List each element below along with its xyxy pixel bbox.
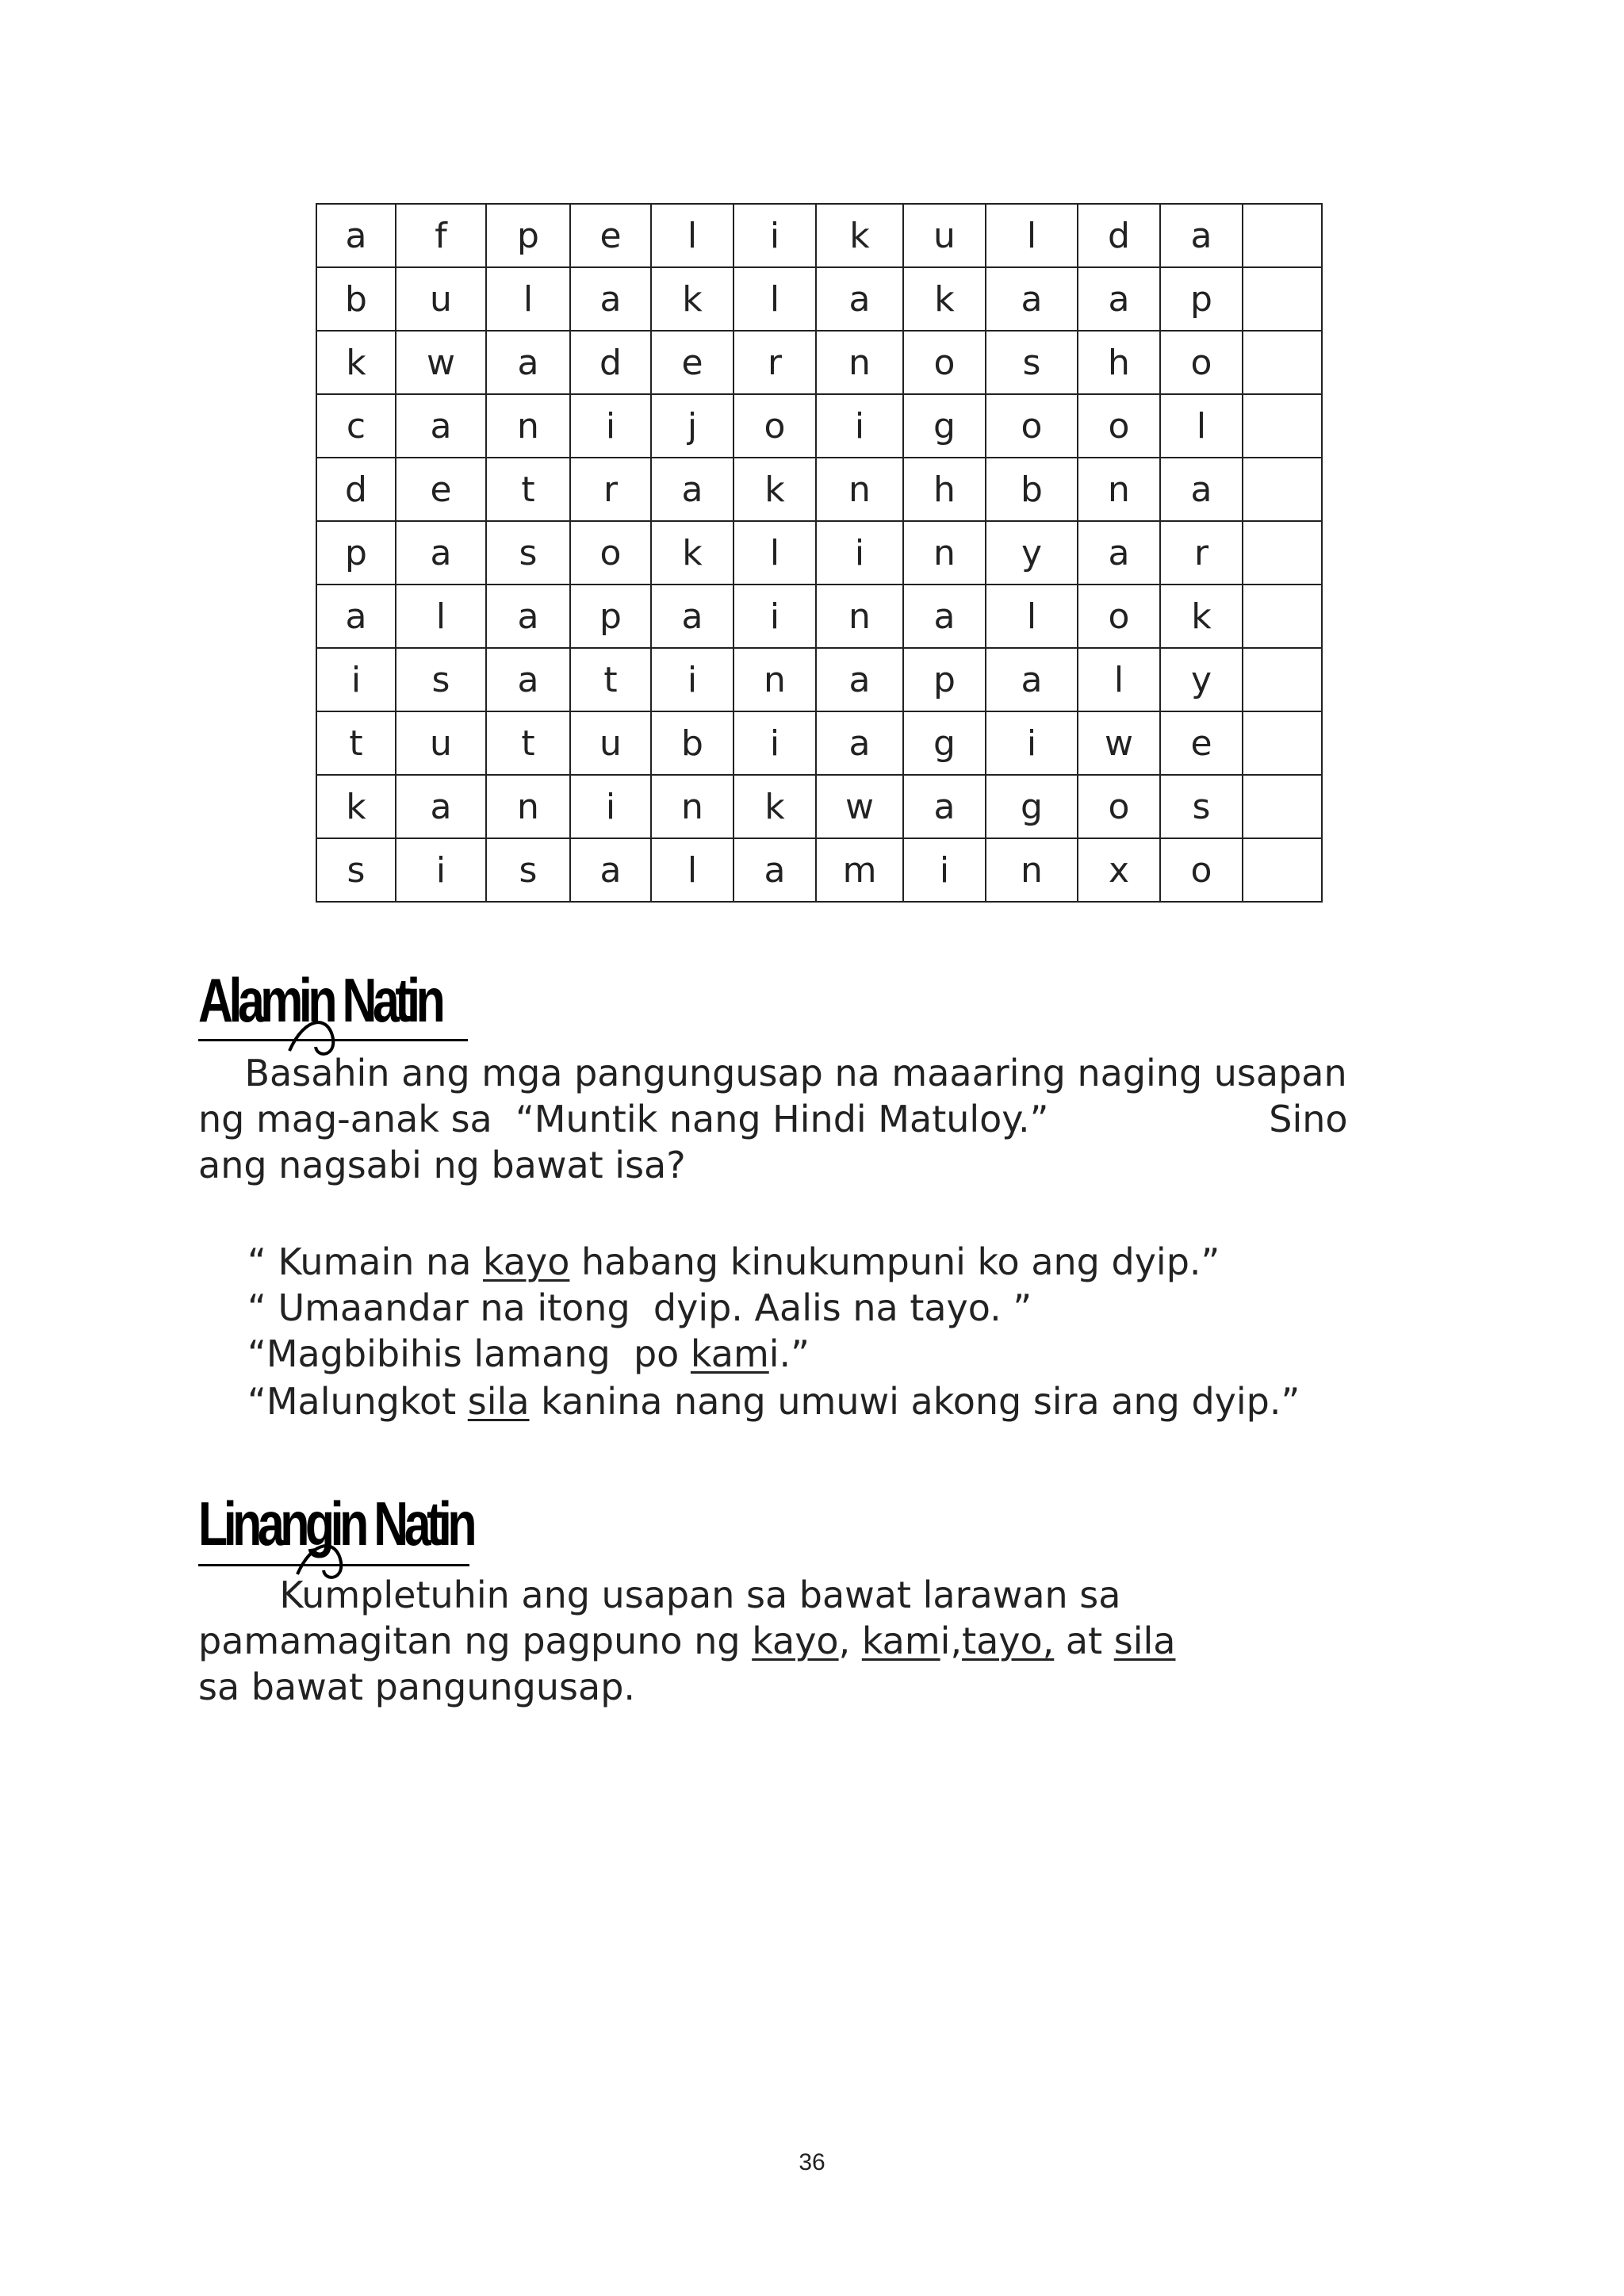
grid-cell: n (816, 331, 903, 394)
grid-row (316, 204, 1322, 267)
grid-cell: a (396, 394, 486, 458)
grid-cell: r (1160, 521, 1243, 585)
grid-cell: i (570, 775, 651, 838)
alamin-intro-line-3: ang nagsabi ng bawat isa? (198, 1144, 686, 1186)
grid-cell (1243, 711, 1322, 775)
grid-cell: a (486, 331, 570, 394)
grid-cell: e (570, 204, 651, 267)
grid-cell: a (396, 775, 486, 838)
grid-cell: l (986, 585, 1078, 648)
linangin-line-1: Kumpletuhin ang usapan sa bawat larawan sa (198, 1573, 1121, 1616)
grid-cell: u (570, 711, 651, 775)
grid-cell: e (396, 458, 486, 521)
grid-cell: i (816, 521, 903, 585)
grid-cell: a (903, 585, 986, 648)
grid-cell: y (1160, 648, 1243, 711)
grid-cell: t (316, 711, 396, 775)
grid-cell: a (570, 267, 651, 331)
grid-row (316, 331, 1322, 394)
grid-cell: a (816, 648, 903, 711)
grid-cell: d (316, 458, 396, 521)
grid-cell: a (903, 775, 986, 838)
linangin-line-3: sa bawat pangungusap. (198, 1665, 636, 1708)
grid-cell: n (651, 775, 733, 838)
grid-cell (1243, 331, 1322, 394)
grid-cell: a (1160, 204, 1243, 267)
grid-cell: n (486, 775, 570, 838)
grid-cell (1243, 838, 1322, 902)
grid-cell: k (1160, 585, 1243, 648)
grid-cell: a (396, 521, 486, 585)
grid-cell: a (316, 585, 396, 648)
grid-cell (1243, 648, 1322, 711)
grid-row (316, 458, 1322, 521)
grid-cell: g (903, 711, 986, 775)
grid-cell: i (816, 394, 903, 458)
grid-cell: k (733, 775, 816, 838)
grid-cell: l (396, 585, 486, 648)
grid-cell: a (733, 838, 816, 902)
grid-cell: d (570, 331, 651, 394)
grid-cell: l (486, 267, 570, 331)
grid-cell: s (396, 648, 486, 711)
grid-cell: k (651, 521, 733, 585)
grid-cell: o (903, 331, 986, 394)
grid-row (316, 648, 1322, 711)
grid-row (316, 267, 1322, 331)
grid-cell: l (733, 267, 816, 331)
page-number: 36 (799, 2149, 825, 2175)
grid-cell: n (733, 648, 816, 711)
grid-row (316, 585, 1322, 648)
grid-cell: p (1160, 267, 1243, 331)
grid-cell: g (903, 394, 986, 458)
grid-cell: i (733, 711, 816, 775)
grid-cell (1243, 775, 1322, 838)
grid-cell: l (651, 838, 733, 902)
grid-cell: i (986, 711, 1078, 775)
grid-cell (1243, 458, 1322, 521)
grid-row (316, 711, 1322, 775)
grid-cell: a (570, 838, 651, 902)
grid-cell: n (986, 838, 1078, 902)
quote-line-4: “Malungkot sila kanina nang umuwi akong sira ang dyip.” (247, 1380, 1300, 1423)
word-search-grid (316, 203, 1323, 903)
grid-cell (1243, 521, 1322, 585)
grid-cell: a (486, 585, 570, 648)
grid-cell: k (816, 204, 903, 267)
grid-row (316, 521, 1322, 585)
grid-cell (1243, 267, 1322, 331)
grid-cell: u (903, 204, 986, 267)
grid-cell: r (733, 331, 816, 394)
grid-cell: a (816, 711, 903, 775)
grid-cell: y (986, 521, 1078, 585)
grid-cell: o (986, 394, 1078, 458)
grid-cell: k (651, 267, 733, 331)
underlined-word-kami: kam (861, 1619, 940, 1662)
grid-cell: w (816, 775, 903, 838)
underlined-word-sila: sila (1113, 1619, 1176, 1662)
grid-cell: i (396, 838, 486, 902)
grid-cell: x (1078, 838, 1160, 902)
grid-cell: e (651, 331, 733, 394)
grid-cell: o (733, 394, 816, 458)
underlined-word-kami: kam (690, 1332, 769, 1375)
grid-cell: n (1078, 458, 1160, 521)
grid-cell: s (316, 838, 396, 902)
grid-cell (1243, 585, 1322, 648)
grid-cell: i (903, 838, 986, 902)
grid-cell: a (651, 458, 733, 521)
grid-cell: t (486, 458, 570, 521)
grid-cell: g (986, 775, 1078, 838)
grid-cell: n (816, 458, 903, 521)
grid-cell: p (486, 204, 570, 267)
grid-cell: b (651, 711, 733, 775)
grid-cell: h (903, 458, 986, 521)
grid-cell: o (1078, 775, 1160, 838)
grid-cell: a (1078, 267, 1160, 331)
grid-cell: w (396, 331, 486, 394)
underlined-word-sila: sila (467, 1380, 530, 1423)
grid-cell: o (570, 521, 651, 585)
grid-cell: e (1160, 711, 1243, 775)
grid-cell: c (316, 394, 396, 458)
quote-line-1: “ Kumain na kayo habang kinukumpuni ko ang dyip.” (247, 1240, 1220, 1283)
quote-line-3: “Magbibihis lamang po kami.” (247, 1332, 810, 1375)
grid-cell: r (570, 458, 651, 521)
alamin-intro-line-2: ng mag-anak sa “Muntik nang Hindi Matuloy.” Sino (198, 1098, 1348, 1140)
grid-cell: w (1078, 711, 1160, 775)
grid-cell: b (986, 458, 1078, 521)
grid-row (316, 838, 1322, 902)
grid-cell: o (1160, 838, 1243, 902)
underlined-word-tayo: tayo, (962, 1619, 1055, 1662)
grid-cell: l (1078, 648, 1160, 711)
grid-cell: l (1160, 394, 1243, 458)
grid-cell: k (903, 267, 986, 331)
grid-cell: s (1160, 775, 1243, 838)
grid-cell: n (903, 521, 986, 585)
grid-cell: k (316, 331, 396, 394)
linangin-natin-heading: Linangin Natin (198, 1489, 473, 1558)
grid-cell: i (733, 585, 816, 648)
grid-cell: k (733, 458, 816, 521)
grid-cell: p (316, 521, 396, 585)
alamin-natin-heading: Alamin Natin (198, 965, 442, 1035)
grid-cell: b (316, 267, 396, 331)
grid-cell: j (651, 394, 733, 458)
grid-cell: t (570, 648, 651, 711)
grid-cell: l (651, 204, 733, 267)
grid-cell: l (986, 204, 1078, 267)
grid-cell: d (1078, 204, 1160, 267)
grid-cell: u (396, 267, 486, 331)
grid-cell: a (1160, 458, 1243, 521)
grid-cell: o (1078, 394, 1160, 458)
grid-row (316, 394, 1322, 458)
grid-cell: s (486, 838, 570, 902)
linangin-line-2: pamamagitan ng pagpuno ng kayo, kami,tayo, at sila (198, 1619, 1176, 1662)
grid-cell: i (570, 394, 651, 458)
grid-cell: o (1160, 331, 1243, 394)
grid-cell (1243, 204, 1322, 267)
grid-cell: p (570, 585, 651, 648)
underlined-word-kayo: kayo (483, 1240, 570, 1283)
quote-line-2: “ Umaandar na itong dyip. Aalis na tayo. ” (247, 1286, 1032, 1329)
grid-cell: a (651, 585, 733, 648)
grid-cell: s (486, 521, 570, 585)
grid-cell: u (396, 711, 486, 775)
grid-cell: p (903, 648, 986, 711)
grid-cell (1243, 394, 1322, 458)
grid-cell: a (486, 648, 570, 711)
grid-cell: a (316, 204, 396, 267)
grid-cell: k (316, 775, 396, 838)
grid-cell: t (486, 711, 570, 775)
grid-cell: n (486, 394, 570, 458)
grid-cell: o (1078, 585, 1160, 648)
grid-cell: a (1078, 521, 1160, 585)
grid-cell: i (316, 648, 396, 711)
grid-cell: l (733, 521, 816, 585)
grid-row (316, 775, 1322, 838)
alamin-intro-line-1: Basahin ang mga pangungusap na maaaring naging usapan (198, 1052, 1347, 1094)
underlined-word-kayo: kayo (752, 1619, 839, 1662)
grid-cell: i (651, 648, 733, 711)
grid-cell: a (816, 267, 903, 331)
grid-cell: f (396, 204, 486, 267)
grid-cell: s (986, 331, 1078, 394)
grid-cell: i (733, 204, 816, 267)
grid-cell: h (1078, 331, 1160, 394)
grid-cell: a (986, 267, 1078, 331)
grid-cell: n (816, 585, 903, 648)
grid-cell: m (816, 838, 903, 902)
grid-cell: a (986, 648, 1078, 711)
